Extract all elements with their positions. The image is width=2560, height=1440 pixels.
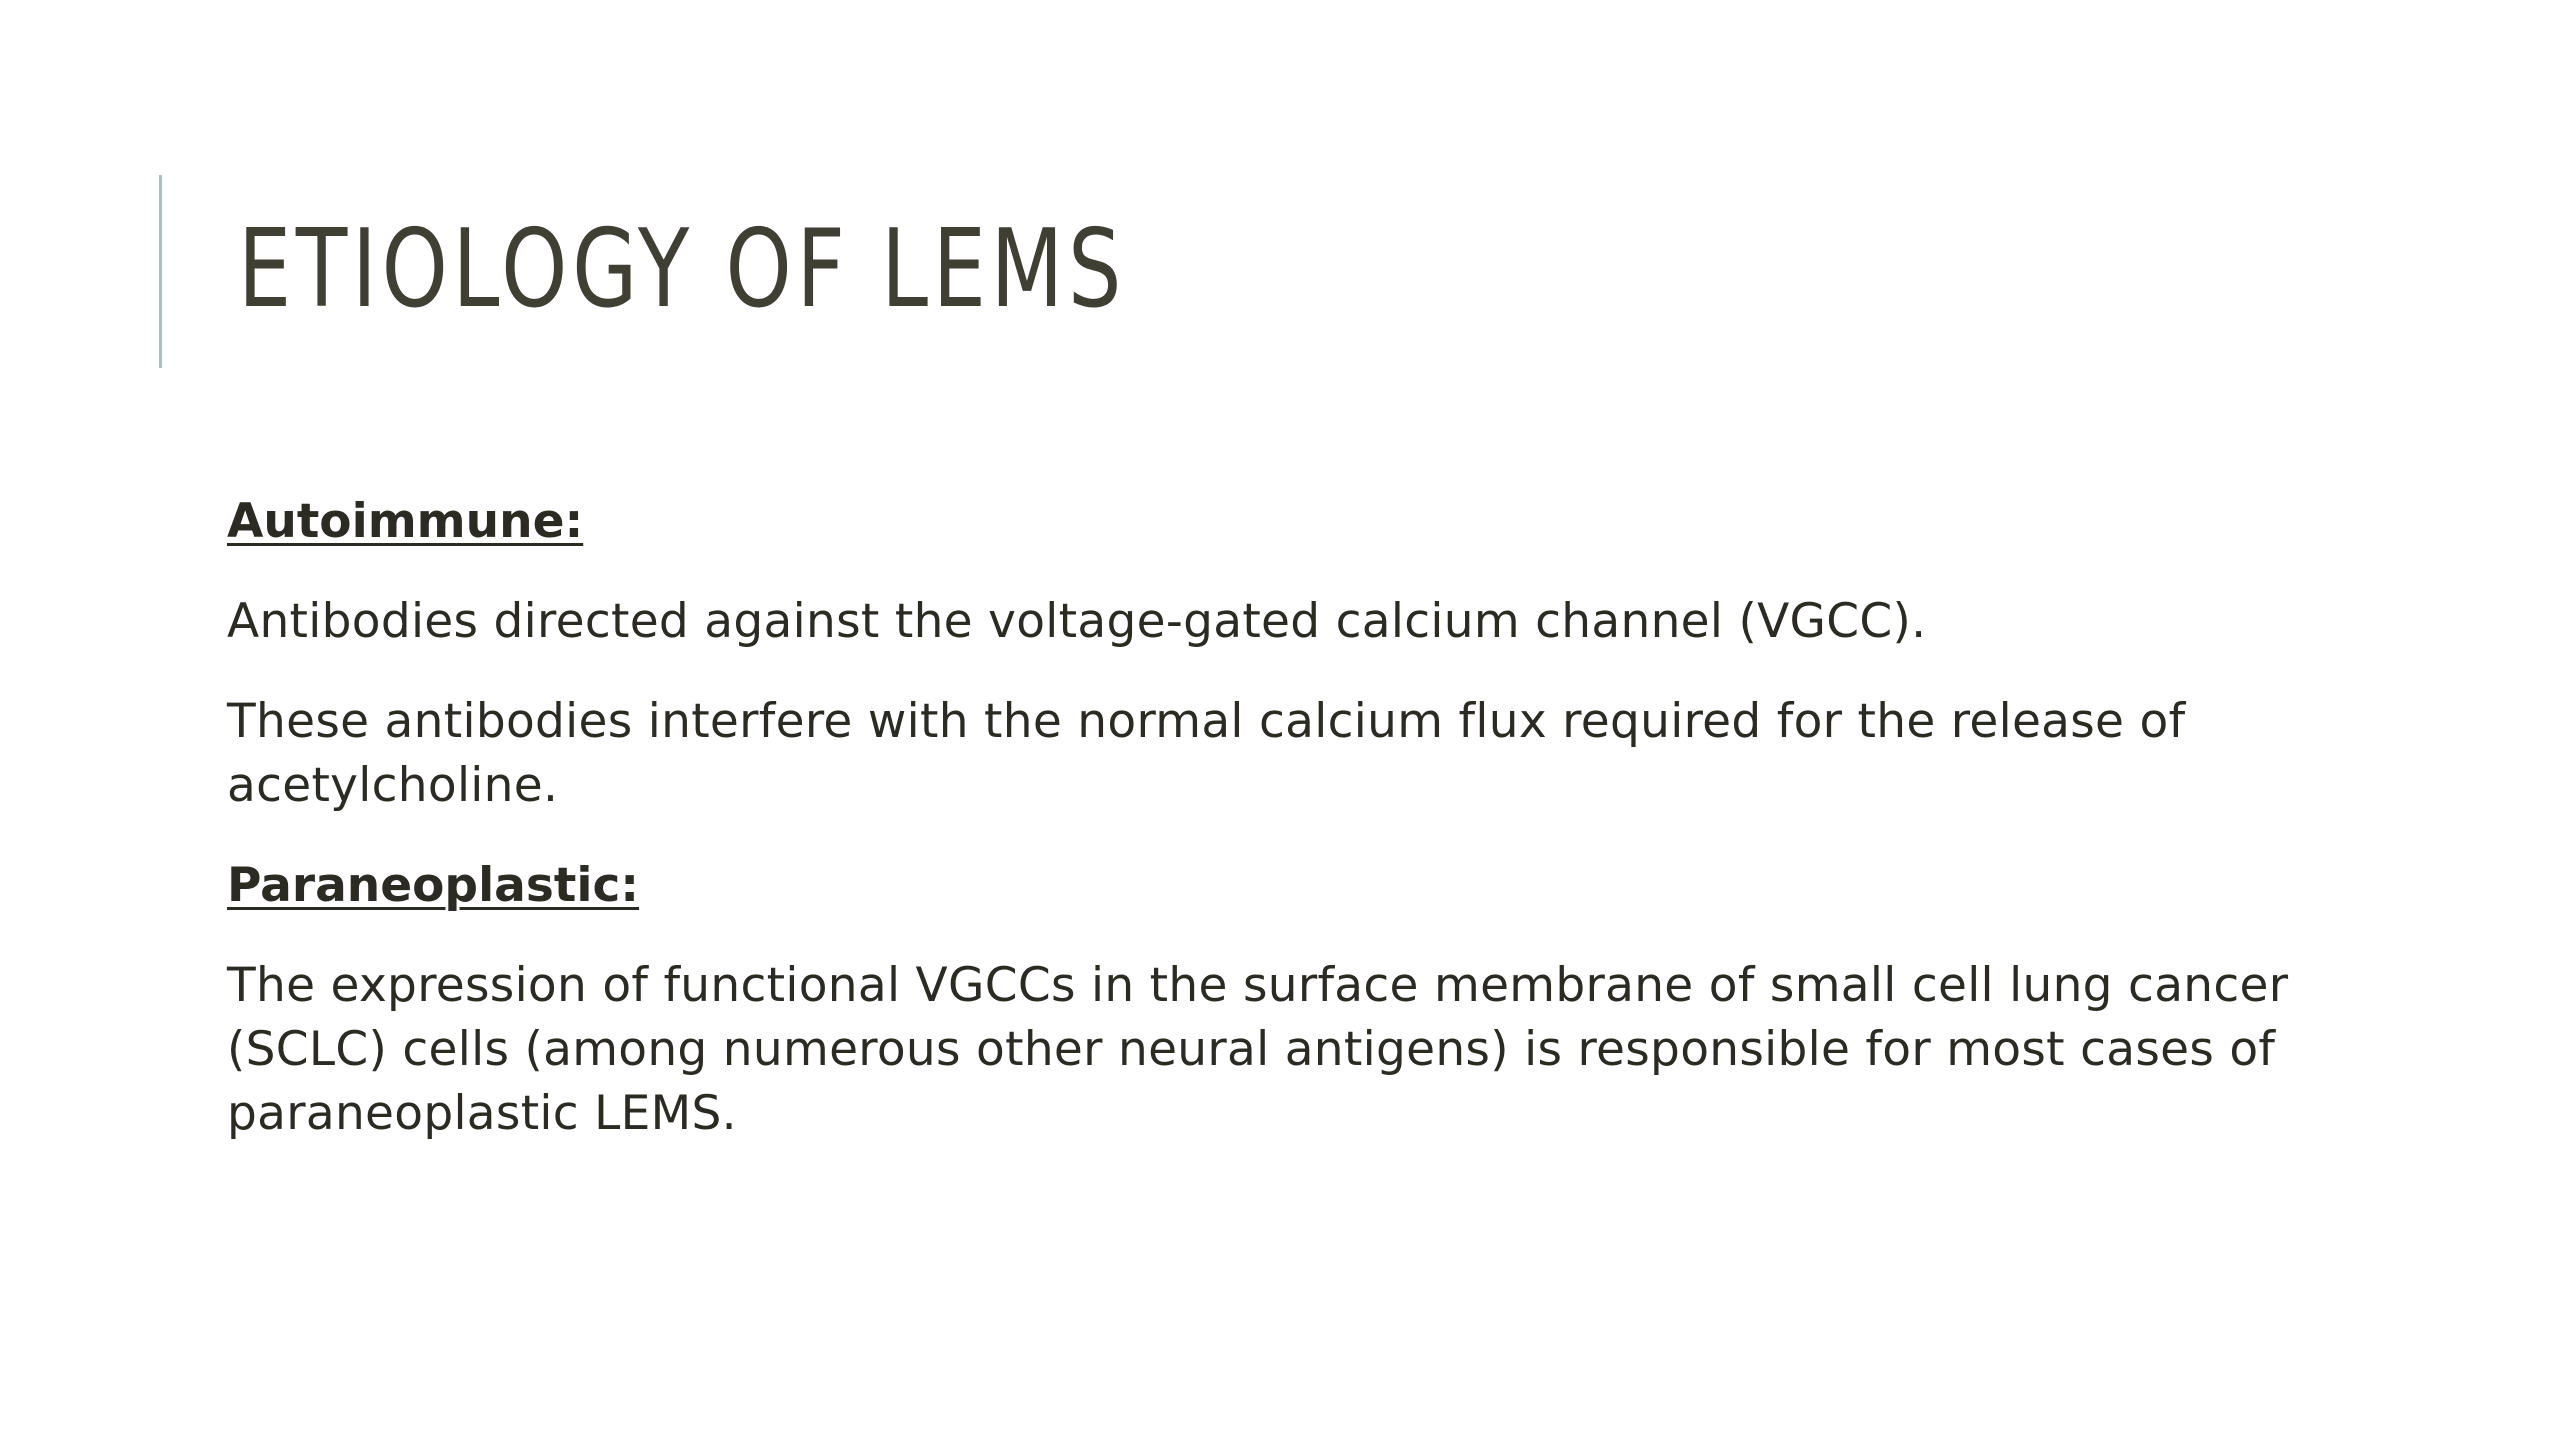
autoimmune-paragraph-2: These antibodies interfere with the normal calcium flux required for the release of acetylcholine. <box>227 694 2186 813</box>
section-heading-paraneoplastic: Paraneoplastic: <box>227 858 640 913</box>
paraneoplastic-paragraph-1: The expression of functional VGCCs in the surface membrane of small cell lung cancer (SCLC) cells (among numerous other neural antigens) is responsible for most cases of paraneoplastic LEMS. <box>227 958 2289 1141</box>
slide-content <box>227 490 2377 1182</box>
autoimmune-paragraph-1: Antibodies directed against the voltage-gated calcium channel (VGCC). <box>227 594 1927 649</box>
title-accent-bar <box>159 175 162 368</box>
slide-title: ETIOLOGY OF LEMS <box>238 207 1127 332</box>
section-heading-autoimmune: Autoimmune: <box>227 494 584 549</box>
